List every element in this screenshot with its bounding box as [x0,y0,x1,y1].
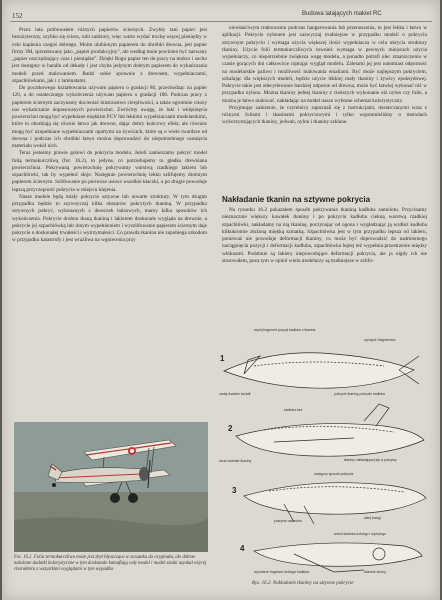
biplane-photo [14,422,208,552]
figure-label: nadaj tkaninie kształt [219,392,251,396]
figure-label: wycinanie fragment dolnego kadłuba [254,570,310,574]
photo-caption: Fot. 16.2. Folia termokurczliwa może jest zbyt błyszcząca w stosunku do oryginału, ale dobrze nałożone dodatki kolorystyczne w tym doskonale kamuflują cały model i model sztuki uzyskał więcej charakteru z wszystkimi wyglądami w tym wypadku [14,555,207,573]
figure-label: tkaninie strony [364,570,386,574]
right-column-section [222,195,427,265]
figure-panel-number: 1 [220,354,225,363]
paragraph: niewłaściwym traktowaniu podczas hangarowania lub przenoszenia, to jest lekka i łatwo w aplikacji. Pokrycie nylonem jest zazwyczaj trudniejsze w przypadku modeli o pokryciu sztywnym pokryciu i wymaga użycia większej ilości wypełniacza w celu ukrycia struktury tkaniny. Użycie folii termokurczliwych rownież wymaga w pewnych miejscach użycia wypełniaczy, co niepotrzebnie zwiększa wagę modelu, a ponadto potrafi ulec zmarszczeniu w czasie gorących dni całkowicie rujnując wygląd modelu. Zaletami jej jest natomiast odporność na modelarskie paliwo i możliwość malowania emaliami. Być może najlepszym pokryciem, szkalując dla większych modeli, będzie użycie lekkiej mały tkaniny i żywicy epoksydowej. Pokrycie takie jest zdecydowanie bardziej odporne od drewna, może być łatwiej wykonać niż w przypadku nylonu. Można tkaniny jednej tkaniny z cieńszych wykonanie niż nylon czy folie, a można je łatwo malować, nakładając na model nasze wybrane schemat kolorystyczny. [222,25,427,104]
biplane-illustration [14,422,208,552]
figure-panel-number: 3 [232,486,237,495]
figure-label: usuń nadmiar tkaniny [219,459,252,463]
paragraph: Przyjmując założenie, że czytelnicy zapoznali się z instrukcjami, dostarczanymi wraz z różnymi foliami i tkaninami pokryciowymi i tylko wspomnieliśmy o metodach wykorzystujących tkaniny, jedwab, nylon i tkaniny szklane. [222,104,427,126]
figure-label: wokół kadłuba dolnego i wyższego [334,532,387,536]
header-rule [10,21,432,22]
figure-label: następny sposób pokrycia [314,472,354,476]
running-head: Budowa latających makiet RC [302,11,382,17]
book-page [2,0,440,600]
right-column-top [222,25,427,127]
figure-label: kadłuba bez [284,408,303,412]
paragraph: Nasze modele będą miały pokrycie sztywne lub otwarte struktury. W tym drugim przypadku będzie to szywnyczaj kilka obszarów pokrytych tkaniną. W przypadku sztywnych pokryć, wykonanych z deseczek balsowych, mamy kilka sposobów ich wykończenia. Pokrycie drobno tkaną tkaniną i lakierem doskonale wygląda na drewnie, a pokrycie jej szpachlówką lub innym wypełnieniem i wyszlifowanie papierem ściernym daje pokrycie o doskonałej trwałości i wytrzymałości. Co prawda tkanina nie zapobiega szkodom w przypadku katastrofy i jest wrażliwa na wgniecenia przy [12,193,207,244]
paragraph: Na rysunku 16.2 pokazałem sposób pokrywania tkaniną kadłuba samolotu. Przycinamy nieznacznie większy kawałek tkaniny i po pokryciu kadłuba ciekną warstwą rzadkiej szpachlówki, nakładamy na nią tkaninę, poczynając od ogona i wygładzając ją wzdłuż kadłuba kilkukrotnie złożoną miękką szmatką. Szpachlówka jest w tym przypadku lepsza od lakieru, ponieważ nie powoduje deformacji tkaniny, co może być doprowadzić do nadmiernego naciągnięcia pozycji i deformacji kadłuba, szpachlówka lepiej też wypełnia przestrzenie między włóknami. Podobnie są lakiery niepowodujące deformacji pokrycia, ale ja nigdy ich nie stosowałem, poza tym w opinii wielu modelarzy są trudniejsze w szlifo- [222,207,427,264]
figure-label: sklej brzegi [364,516,381,520]
paragraph: Teraz jesteśmy prawie gotowi do pokrycia modelu. Jeżeli zamierzamy pokryć model folią termokurczliwą (fot. 16.2), to jedyne, co potrzebujemy to gładka drewniana powierzchnia. Pokrywaną powierzchnię pokrywamy warstwą rzadkiego lakieru lub szpachlówki, tak by wypełnić słoje. Następnie powierzchnię lekko szlifujemy drobnym papierem ściernym. Szlifowanie po pierwsze usuwa wszelkie kłaczki, a po drugie powoduje lepszą przyczepność pokrycia w miejscu klejenia. [12,150,207,193]
page-number: 152 [12,12,23,20]
figure-panel-number: 4 [240,544,245,553]
paragraph: Przez lata próbowałem różnych papierów ściernych. Zwykły tani papier jest bezużyteczny, szybko się ściera, robi zadziory, więc warto wydać trochę więcej pieniędzy w celu kupienia czegoś dobrego. Moim ulubionym papierem do obróbki drewna, jest papier firmy 3M, sprzedawany jako „papier produkcyjny”, ale według mnie powinien być nazwany „papier oszczędzający czas i pieniądze”. Dzięki Bogu papier ten do pracy na mokro i sucho jest dostępny w handlu od dekady i jest chyba jedynym dobrym papierem do wykańczania modeli przed malowaniem. Radzi sobie sprawnie z drewnem, wypełniaczami, szpachlówkami, jak i z laminatami. [12,27,207,84]
fuselage-covering-figure [214,326,434,576]
figure-label: wycięcie fragmentów [364,338,396,342]
figure-caption: Rys. 16.2. Nakładanie tkaniny na sztywne pokrycie [252,581,354,586]
figure-label: pokrycie tkaninę pokrycie kadłuba [334,392,385,396]
section-heading: Nakładanie tkanin na sztywne pokrycia [222,195,371,204]
left-column [12,27,207,245]
figure-label: wyżej fragment pozycji kadłuba z tkanina [254,328,316,332]
figure-label: pokrycie nadmiaru [274,519,302,523]
figure-drawing [214,326,434,576]
figure-label: tkaniny nakładającej się w pokrywy [344,458,397,462]
paragraph: Do pocztkowego kształtowania używam papieru o gradacji 80, przechodząc na papier 120, a do ostatecznego wykończenia używam papieru o gradacji 180. Podczas pracy z papierem ściernym zaczynamy docieniać mistrzostwo cierpliwości, a także ogromnie cieszy nas wykańczanie dopasowanych powierzchni. Zwróćmy uwagę, że luki i wklęśnięcia powierzchni mogą być wypełniane miękkim PCV lub lekkimi wypełniaczami modelarskimi, które to obrabiają się równie łatwo jak drewno, dając dobry końcowy efekt, ale równiez mogą być uzupełniane wypełniaczami opartymi na żywicach, które są o wiele twardsze od drewna i podczas ich obróbki łatwo można doprowadzić do niepotrzebnego usunięcia materiału wokół nich. [12,85,207,149]
figure-panel-number: 2 [228,424,233,433]
